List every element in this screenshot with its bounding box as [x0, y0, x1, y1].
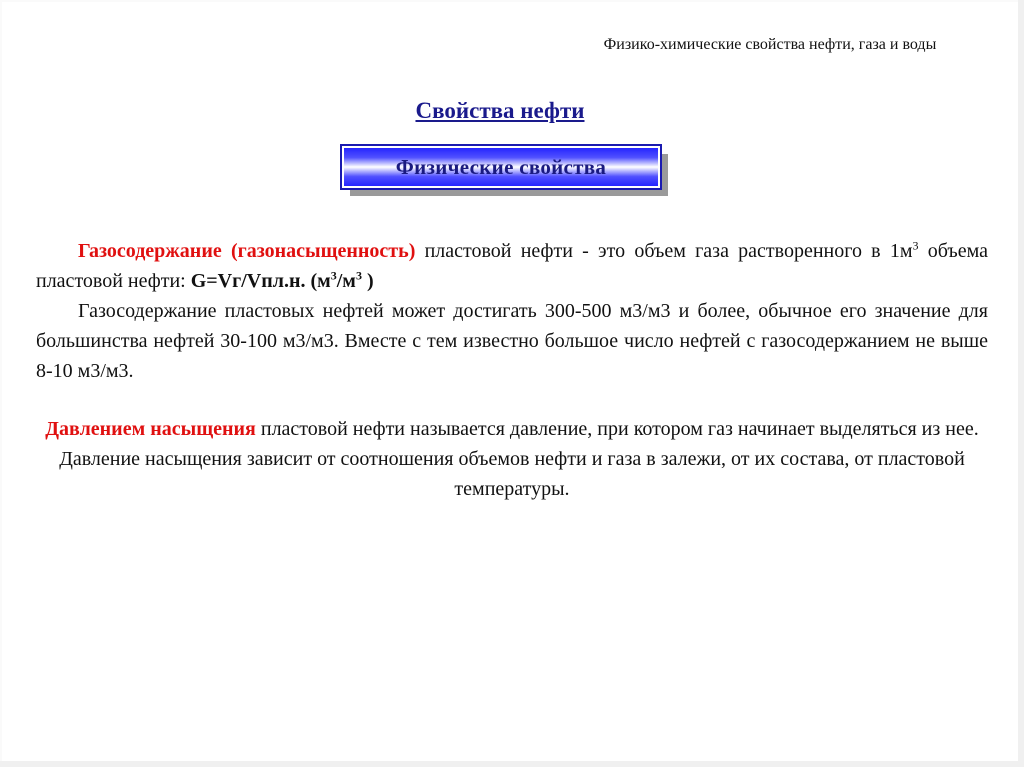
formula-part-3: ): [361, 270, 374, 292]
slide-topic: Физико-химические свойства нефти, газа и воды: [603, 36, 937, 53]
formula-part-2: /м: [336, 270, 356, 292]
saturation-pressure-paragraph: [40, 414, 984, 504]
formula-sup-1: 3: [330, 268, 337, 283]
gas-content-paragraph: [36, 236, 988, 386]
gas-content-definition-b: объема пластовой нефти:: [36, 240, 989, 292]
section-badge-box: [342, 146, 660, 188]
gas-content-definition-a: пластовой нефти - это объем газа растворенного в 1м: [415, 240, 913, 262]
gas-content-values: Газосодержание пластовых нефтей может достигать 300-500 м3/м3 и более, обычное его значение для большинства нефтей 30-100 м3/м3. Вместе с тем известно большое число нефтей с газосодержанием не выше 8-10 м3/м3.: [36, 300, 988, 382]
superscript-3: 3: [912, 238, 919, 253]
saturation-pressure-definition: пластовой нефти называется давление, при котором газ начинает выделяться из нее. Давление насыщения зависит от соотношения объемов нефти и газа в залежи, от их состава, от пластовой температуры.: [59, 418, 979, 500]
slide-title: Свойства нефти: [415, 98, 585, 123]
formula-part-1: G=Vг/Vпл.н. (м: [190, 270, 331, 292]
saturation-pressure-term: Давлением насыщения: [45, 418, 256, 440]
gas-content-formula: [191, 270, 374, 292]
section-badge-label: Физические свойства: [395, 154, 607, 179]
gas-content-term: Газосодержание (газонасыщенность): [78, 240, 416, 262]
formula-sup-2: 3: [355, 268, 362, 283]
section-badge: [342, 146, 672, 196]
